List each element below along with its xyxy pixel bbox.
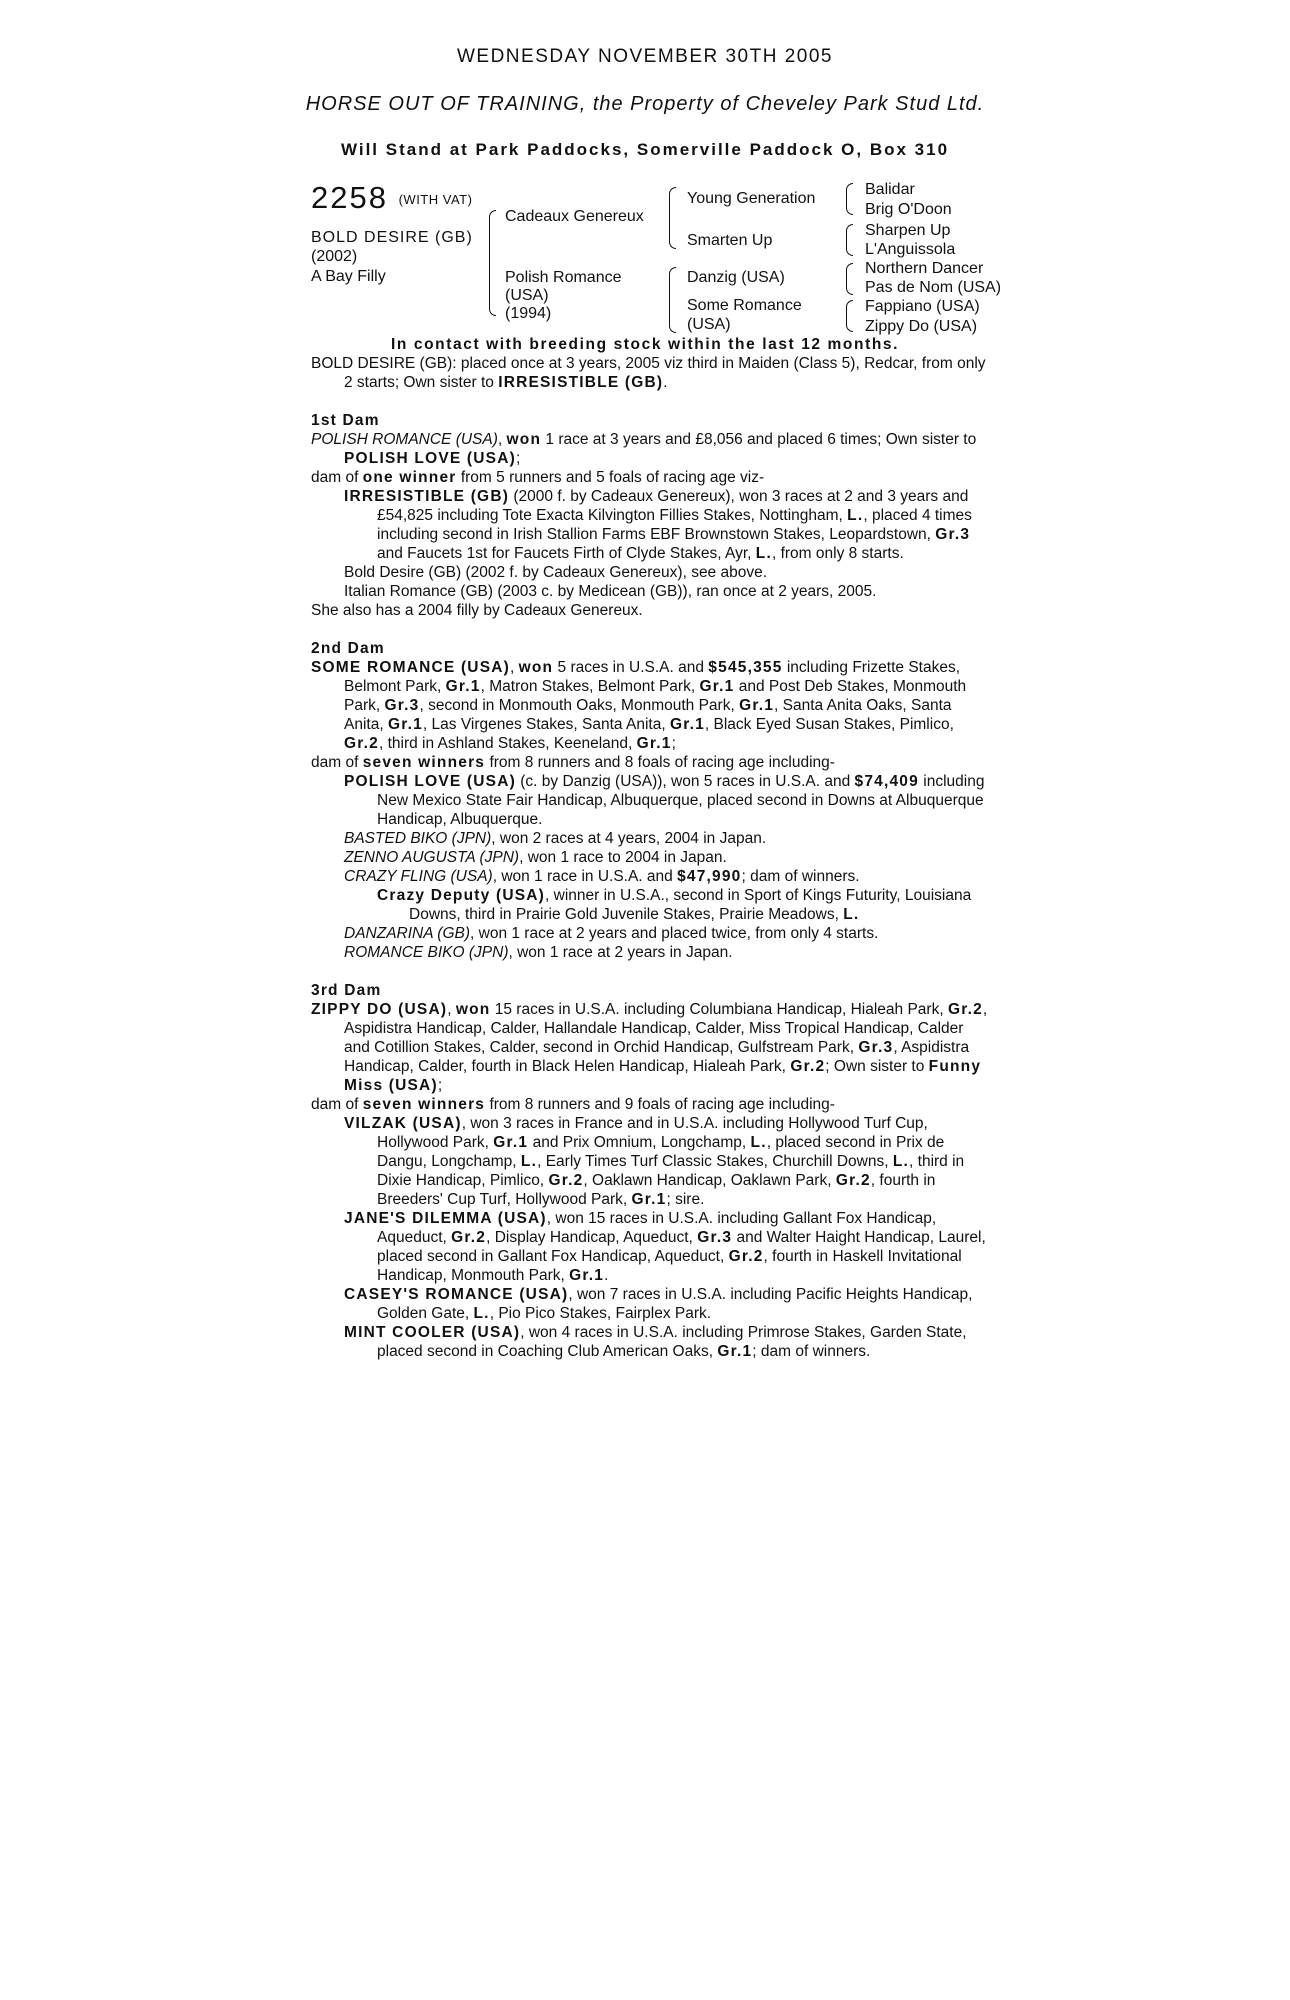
dam-of-winners: one winner	[362, 469, 457, 486]
pedigree-brace-3	[669, 267, 676, 333]
produce-name: BASTED BIKO (JPN)	[344, 830, 492, 847]
produce-text: , fourth in Haskell Invitational Handicap, Monmouth Park,	[377, 1248, 962, 1284]
first-dam-heading: 1st Dam	[311, 412, 380, 429]
group-mark: Gr.1	[699, 678, 735, 695]
spacer	[311, 962, 991, 981]
pedigree-brace-7	[846, 300, 853, 332]
group-mark: Gr.1	[445, 678, 481, 695]
produce-entry	[311, 848, 991, 867]
pedigree-brace-6	[846, 263, 853, 295]
group-mark: Gr.1	[387, 716, 423, 733]
produce-name: CRAZY FLING (USA)	[344, 868, 493, 885]
produce-name: IRRESISTIBLE (GB)	[344, 488, 510, 505]
produce-text: ; sire.	[666, 1191, 705, 1208]
first-dam-record: POLISH ROMANCE (USA), won 1 race at 3 years and £8,056 and placed 6 times; Own sister to POLISH LOVE (USA);	[311, 431, 977, 467]
record-text: , third in Ashland Stakes, Keeneland,	[378, 735, 637, 752]
produce-entry	[311, 1285, 991, 1323]
record-text: , Santa Anita Oaks, Santa Anita,	[344, 697, 952, 733]
group-mark: Gr.2	[344, 735, 379, 752]
grand-produce-entry	[311, 886, 991, 924]
second-dam-name: SOME ROMANCE (USA)	[311, 659, 510, 676]
produce-text: and Faucets 1st for Faucets Firth of Clyde Stakes, Ayr,	[377, 545, 756, 562]
produce-text: , placed 4 times including second in Irish Stallion Farms EBF Brownstown Stakes, Leopardstown,	[377, 507, 972, 543]
group-mark: Gr.1	[739, 697, 775, 714]
group-mark: Gr.2	[728, 1248, 764, 1265]
group-mark: Gr.3	[935, 526, 971, 543]
record-text: , Black Eyed Susan Stakes, Pimlico,	[704, 716, 954, 733]
horse-name: BOLD DESIRE (GB)	[311, 229, 473, 246]
pedigree-dam: Polish Romance	[505, 269, 622, 286]
pedigree-dds: Fappiano (USA)	[865, 298, 980, 315]
pedigree-brace-5	[846, 224, 853, 256]
group-mark: Gr.1	[669, 716, 705, 733]
produce-entry	[311, 1114, 991, 1209]
spacer	[311, 620, 991, 639]
prize-money: $47,990	[677, 868, 742, 885]
produce-name: CASEY'S ROMANCE (USA)	[344, 1286, 569, 1303]
first-dam-text: 1 race at 3 years and £8,056 and placed 6 times; Own sister to	[541, 431, 977, 448]
dam-of-prefix: dam of	[311, 754, 363, 771]
dam-of-suffix: from 5 runners and 5 foals of racing age viz-	[456, 469, 765, 486]
produce-text: ; dam of winners.	[741, 868, 860, 885]
produce-entry	[311, 924, 991, 943]
vat-note: (WITH VAT)	[398, 192, 473, 207]
produce-text: .	[604, 1267, 609, 1284]
group-mark: Gr.2	[835, 1172, 871, 1189]
pedigree-sire-sire: Young Generation	[687, 190, 816, 207]
third-dam-sister: Funny Miss (USA)	[344, 1058, 982, 1094]
produce-text: , won 3 races in France and in U.S.A. including Hollywood Turf Cup, Hollywood Park,	[377, 1115, 928, 1151]
produce-name: Crazy Deputy (USA)	[377, 887, 546, 904]
pedigree-dam-dam: Some Romance	[687, 297, 802, 314]
second-dam-heading: 2nd Dam	[311, 640, 385, 657]
listed-mark: L.	[847, 507, 864, 524]
pedigree-sds: Sharpen Up	[865, 222, 951, 239]
record-text: ;	[437, 1077, 443, 1094]
record-text: ;	[671, 735, 676, 752]
horse-summary	[311, 354, 991, 392]
group-mark: Gr.3	[384, 697, 420, 714]
produce-text: , won 2 races at 4 years, 2004 in Japan.	[491, 830, 767, 847]
dam-of-winners: seven winners	[362, 754, 486, 771]
pedigree-brace-1	[489, 210, 496, 316]
produce-text: , from only 8 starts.	[771, 545, 904, 562]
record-text: , second in Monmouth Oaks, Monmouth Park,	[419, 697, 740, 714]
pedigree-sdd: L'Anguissola	[865, 241, 956, 258]
prize-money: $74,409	[854, 773, 919, 790]
third-dam-heading: 3rd Dam	[311, 982, 382, 999]
record-text: , Matron Stakes, Belmont Park,	[480, 678, 700, 695]
first-dam-won: won	[506, 431, 542, 448]
produce-entry	[311, 772, 991, 829]
group-mark: Gr.3	[697, 1229, 733, 1246]
listed-mark: L.	[892, 1153, 910, 1170]
group-mark: Gr.2	[451, 1229, 487, 1246]
summary-horse-name: BOLD DESIRE (GB)	[311, 355, 453, 372]
record-text: including Frizette Stakes, Belmont Park,	[344, 659, 961, 695]
record-text: and Post Deb Stakes, Monmouth Park,	[344, 678, 967, 714]
first-dam-also: She also has a 2004 filly by Cadeaux Genereux.	[311, 602, 643, 619]
pedigree-ddd: Zippy Do (USA)	[865, 318, 978, 335]
record-text: ; Own sister to	[825, 1058, 929, 1075]
record-text: 15 races in U.S.A. including Columbiana Handicap, Hialeah Park,	[490, 1001, 948, 1018]
third-dam-produce-summary	[311, 1095, 991, 1114]
produce-entry: Bold Desire (GB) (2002 f. by Cadeaux Genereux), see above.	[344, 564, 768, 581]
record-text: 5 races in U.S.A. and	[553, 659, 709, 676]
first-dam-sister: POLISH LOVE (USA)	[344, 450, 516, 467]
summary-text: : placed once at 3 years, 2005 viz third in Maiden (Class 5), Redcar, from only 2 starts; Own sister to	[344, 355, 986, 391]
dam-of-winners: seven winners	[362, 1096, 486, 1113]
pedigree-sss: Balidar	[865, 181, 915, 198]
dam-of-suffix: from 8 runners and 9 foals of racing age including-	[485, 1096, 835, 1113]
produce-text: , Display Handicap, Aqueduct,	[486, 1229, 698, 1246]
produce-text: , placed second in Prix de Dangu, Longchamp,	[377, 1134, 945, 1170]
second-dam-produce-summary	[311, 753, 991, 772]
produce-entry	[311, 1209, 991, 1285]
listed-mark: L.	[843, 906, 860, 923]
pedigree-dam-sire: Danzig (USA)	[687, 269, 785, 286]
produce-name: VILZAK (USA)	[344, 1115, 462, 1132]
pedigree-ssd: Brig O'Doon	[865, 201, 952, 218]
produce-text: , won 1 race at 2 years and placed twice, from only 4 starts.	[470, 925, 879, 942]
produce-text: ; dam of winners.	[752, 1343, 871, 1360]
group-mark: Gr.1	[636, 735, 672, 752]
produce-text: and Walter Haight Handicap, Laurel, placed second in Gallant Fox Handicap, Aqueduct,	[377, 1229, 986, 1265]
produce-entry	[311, 487, 991, 563]
breeding-contact-note: In contact with breeding stock within the last 12 months.	[391, 336, 900, 353]
produce-text: , third in Dixie Handicap, Pimlico,	[377, 1153, 965, 1189]
summary-end: .	[663, 374, 668, 391]
sale-title: HORSE OUT OF TRAINING, the Property of Cheveley Park Stud Ltd.	[305, 93, 985, 115]
group-mark: Gr.1	[493, 1134, 529, 1151]
group-mark: Gr.1	[631, 1191, 667, 1208]
record-text: , Las Virgenes Stakes, Santa Anita,	[422, 716, 670, 733]
record-text: , Aspidistra Handicap, Calder, Hallandale Handicap, Calder, Miss Tropical Handicap, Calder and Cotillion Stakes, Calder, second in Orchid Handicap, Gulfstream Park,	[344, 1001, 988, 1056]
produce-text: , Oaklawn Handicap, Oaklawn Park,	[583, 1172, 836, 1189]
group-mark: Gr.1	[569, 1267, 605, 1284]
produce-name: DANZARINA (GB)	[344, 925, 471, 942]
produce-name: POLISH LOVE (USA)	[344, 773, 516, 790]
pedigree-sire-dam: Smarten Up	[687, 232, 773, 249]
produce-name: ROMANCE BIKO (JPN)	[344, 944, 509, 961]
produce-text: , Early Times Turf Classic Stakes, Churchill Downs,	[537, 1153, 893, 1170]
produce-text: including New Mexico State Fair Handicap, Albuquerque, placed second in Downs at Albuquerque Handicap, Albuquerque.	[377, 773, 985, 828]
group-mark: Gr.2	[947, 1001, 983, 1018]
group-mark: Gr.1	[717, 1343, 753, 1360]
produce-text: (c. by Danzig (USA)), won 5 races in U.S.A. and	[515, 773, 855, 790]
produce-name: ZENNO AUGUSTA (JPN)	[344, 849, 520, 866]
catalogue-body	[311, 354, 991, 1361]
produce-entry: Italian Romance (GB) (2003 c. by Medicean (GB)), ran once at 2 years, 2005.	[344, 583, 877, 600]
first-dam-produce-summary	[311, 468, 991, 487]
listed-mark: L.	[520, 1153, 538, 1170]
pedigree-dam-dam-country: (USA)	[687, 316, 731, 333]
produce-entry	[311, 867, 991, 886]
group-mark: Gr.2	[548, 1172, 584, 1189]
produce-text: , fourth in Breeders' Cup Turf, Hollywood Park,	[377, 1172, 936, 1208]
dam-of-suffix: from 8 runners and 8 foals of racing age including-	[485, 754, 835, 771]
lot-number-block	[311, 180, 472, 216]
produce-text: , won 1 race in U.S.A. and	[492, 868, 678, 885]
record-text: , Aspidistra Handicap, Calder, fourth in Black Helen Handicap, Hialeah Park,	[344, 1039, 970, 1075]
listed-mark: L.	[473, 1305, 490, 1322]
produce-entry	[311, 1323, 991, 1361]
prize-money: $545,355	[708, 659, 783, 676]
second-dam-won: won	[518, 659, 554, 676]
listed-mark: L.	[750, 1134, 767, 1151]
dam-of-prefix: dam of	[311, 469, 363, 486]
produce-text: , won 1 race to 2004 in Japan.	[519, 849, 727, 866]
produce-text: , won 15 races in U.S.A. including Gallant Fox Handicap, Aqueduct,	[377, 1210, 937, 1246]
pedigree-dam-country: (USA)	[505, 287, 549, 304]
produce-name: JANE'S DILEMMA (USA)	[344, 1210, 547, 1227]
pedigree-dss: Northern Dancer	[865, 260, 984, 277]
third-dam-record: ZIPPY DO (USA), won 15 races in U.S.A. including Columbiana Handicap, Hialeah Park, Gr.2, Aspidistra Handicap, Calder, Hallandale Handicap, Calder, Miss Tropical Handicap, Calder and Cotillion Stakes, Calder, second in Orchid Handicap, Gulfstream Park, Gr.3, Aspidistra Handicap, Calder, fourth in Black Helen Handicap, Hialeah Park, Gr.2; Own sister to Funny Miss (USA);	[311, 1001, 988, 1094]
pedigree-dam-year: (1994)	[505, 305, 552, 322]
second-dam-record: SOME ROMANCE (USA), won 5 races in U.S.A. and $545,355 including Frizette Stakes, Belmont Park, Gr.1, Matron Stakes, Belmont Park, Gr.1 and Post Deb Stakes, Monmouth Park, Gr.3, second in Monmouth Oaks, Monmouth Park, Gr.1, Santa Anita Oaks, Santa Anita, Gr.1, Las Virgenes Stakes, Santa Anita, Gr.1, Black Eyed Susan Stakes, Pimlico, Gr.2, third in Ashland Stakes, Keeneland, Gr.1;	[311, 659, 967, 752]
stable-location: Will Stand at Park Paddocks, Somerville Paddock O, Box 310	[340, 140, 950, 159]
produce-text: , won 4 races in U.S.A. including Primrose Stakes, Garden State, placed second in Coaching Club American Oaks,	[377, 1324, 967, 1360]
spacer	[311, 392, 991, 411]
produce-name: MINT COOLER (USA)	[344, 1324, 521, 1341]
third-dam-won: won	[455, 1001, 491, 1018]
pedigree-dsd: Pas de Nom (USA)	[865, 279, 1002, 296]
first-dam-name: POLISH ROMANCE (USA)	[311, 431, 498, 448]
sale-date: WEDNESDAY NOVEMBER 30TH 2005	[456, 46, 833, 67]
lot-number: 2258	[311, 180, 388, 215]
dam-of-prefix: dam of	[311, 1096, 363, 1113]
group-mark: Gr.3	[858, 1039, 894, 1056]
horse-description: A Bay Filly	[311, 268, 386, 285]
produce-text: , won 1 race at 2 years in Japan.	[508, 944, 733, 961]
summary-sister: IRRESISTIBLE (GB)	[498, 374, 664, 391]
listed-mark: L.	[755, 545, 772, 562]
produce-entry	[311, 829, 991, 848]
produce-entry	[311, 943, 991, 962]
pedigree-brace-2	[669, 187, 676, 249]
horse-year: (2002)	[311, 248, 358, 265]
produce-text: , Pio Pico Stakes, Fairplex Park.	[489, 1305, 712, 1322]
produce-text: and Prix Omnium, Longchamp,	[528, 1134, 751, 1151]
pedigree-sire: Cadeaux Genereux	[505, 208, 644, 225]
group-mark: Gr.2	[790, 1058, 826, 1075]
produce-text: , winner in U.S.A., second in Sport of Kings Futurity, Louisiana Downs, third in Prairie Gold Juvenile Stakes, Prairie Meadows,	[409, 887, 972, 923]
pedigree-brace-4	[846, 183, 853, 215]
produce-text: (2000 f. by Cadeaux Genereux), won 3 races at 2 and 3 years and £54,825 including Tote Exacta Kilvington Fillies Stakes, Nottingham,	[377, 488, 969, 524]
third-dam-name: ZIPPY DO (USA)	[311, 1001, 448, 1018]
produce-text: , won 7 races in U.S.A. including Pacific Heights Handicap, Golden Gate,	[377, 1286, 973, 1322]
first-dam-text-end: ;	[515, 450, 521, 467]
